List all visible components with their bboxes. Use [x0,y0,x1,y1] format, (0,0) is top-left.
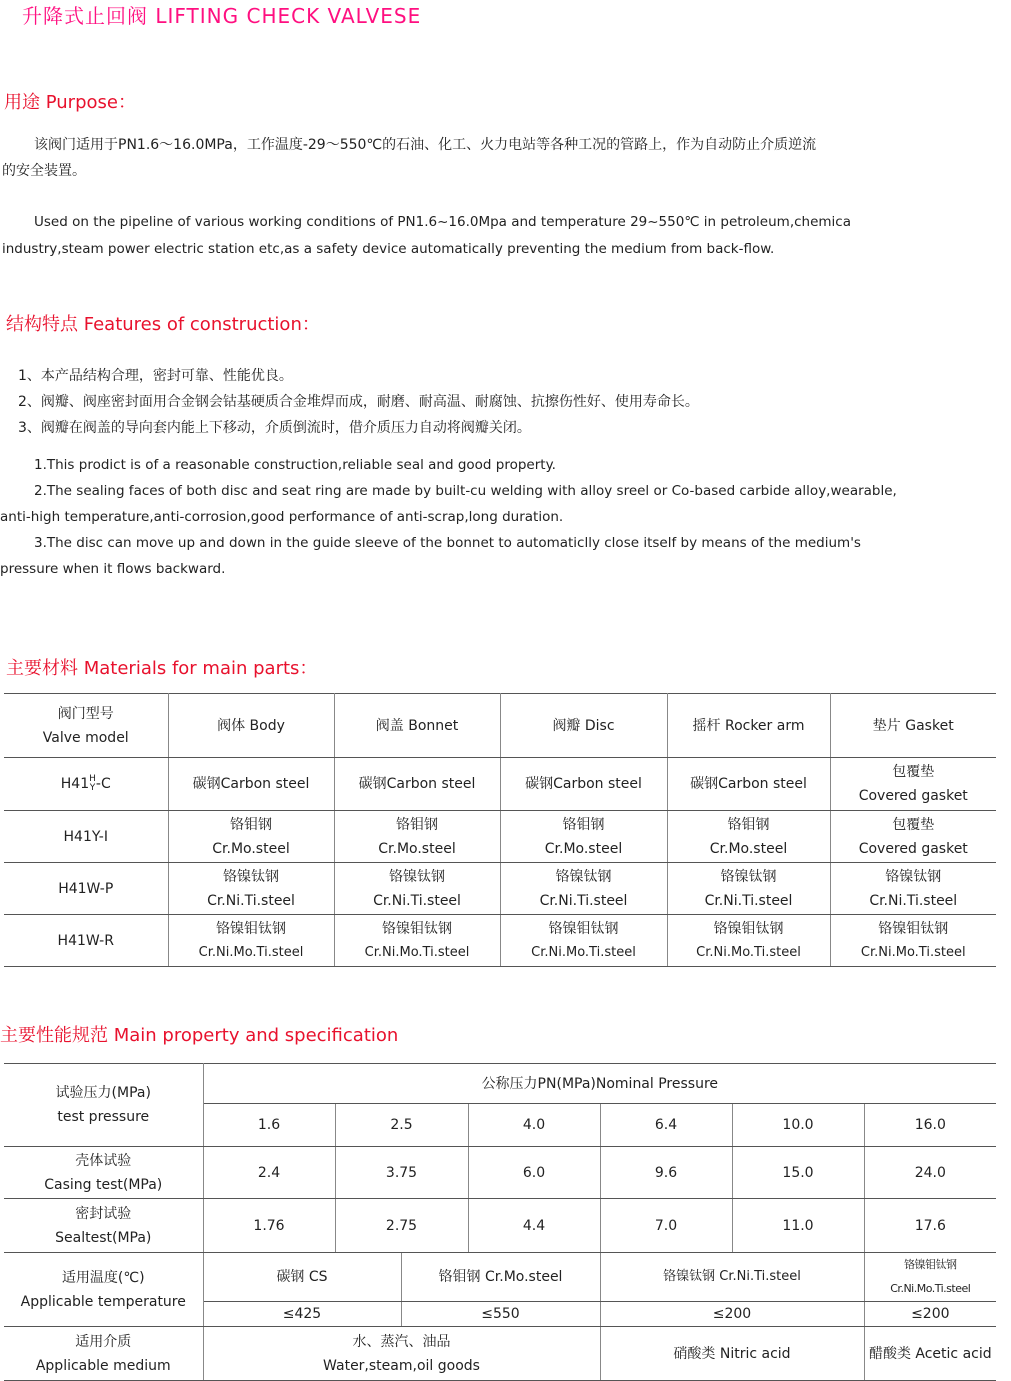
applicable-medium-label: 适用介质 Applicable medium [4,1327,203,1381]
bonnet-material-cell: 铬镍钛钢 Cr.Ni.Ti.steel [334,863,500,915]
temp-value-cell: ≤550 [401,1302,600,1327]
temp-value-cell: ≤425 [203,1302,401,1327]
valve-model-header: 阀门型号 Valve model [4,694,168,758]
casing-test-row [4,1147,996,1199]
purpose-en-line1: Used on the pipeline of various working conditions of PN1.6~16.0Mpa and temperature 29~550℃ in petroleum,chemica [34,214,851,230]
valve-model-cell: H41W-R [4,915,168,967]
spec-heading: 主要性能规范 Main property and specification [0,1025,399,1046]
rocker-header: 摇杆 Rocker arm [667,694,830,758]
rocker-material-cell: 碳钢Carbon steel [667,758,830,811]
materials-header-row [4,694,996,758]
features-heading: 结构特点 Features of construction： [6,314,320,335]
features-en-2b: anti-high temperature,anti-corrosion,good performance of anti-scrap,long duration. [0,509,564,525]
test-pressure-header: 试验压力(MPa) test pressure [4,1064,203,1147]
casing-cell: 24.0 [864,1147,996,1199]
temperature-material-row [4,1253,996,1302]
casing-cell: 9.6 [600,1147,732,1199]
purpose-cn-line1: 该阀门适用于PN1.6～16.0MPa，工作温度-29～550℃的石油、化工、火力电站等各种工况的管路上，作为自动防止介质逆流 [34,137,817,153]
casing-cell: 15.0 [732,1147,864,1199]
seal-test-label: 密封试验 Sealtest(MPa) [4,1199,203,1253]
gasket-material-cell: 包覆垫 Covered gasket [830,758,996,811]
body-material-cell: 铬钼钢 Cr.Mo.steel [168,811,334,863]
purpose-cn-line2: 的安全装置。 [2,163,86,179]
pn-cell: 1.6 [203,1104,335,1147]
disc-material-cell: 铬镍钛钢 Cr.Ni.Ti.steel [500,863,667,915]
seal-cell: 2.75 [335,1199,468,1253]
casing-cell: 3.75 [335,1147,468,1199]
valve-model-cell: H41W-P [4,863,168,915]
seal-cell: 1.76 [203,1199,335,1253]
temp-material-cell: 碳钢 CS [203,1253,401,1302]
features-cn-2: 2、阀瓣、阀座密封面用合金钢会钴基硬质合金堆焊而成，耐磨、耐高温、耐腐蚀、抗擦伤性好、使用寿命长。 [18,394,699,410]
gasket-material-cell: 包覆垫 Covered gasket [830,811,996,863]
features-en-3a: 3.The disc can move up and down in the guide sleeve of the bonnet to automaticlly close itself by means of the medium's [34,535,861,551]
spec-table [4,1063,996,1381]
table-row [4,915,996,967]
features-en-2a: 2.The sealing faces of both disc and seat ring are made by built-cu welding with alloy sreel or Co-based carbide alloy,wearable, [34,483,897,499]
purpose-en-line2: industry,steam power electric station etc,as a safety device automatically preventing the medium from back-flow. [2,241,775,257]
table-row [4,863,996,915]
disc-material-cell: 铬钼钢 Cr.Mo.steel [500,811,667,863]
rocker-material-cell: 铬钼钢 Cr.Mo.steel [667,811,830,863]
bonnet-material-cell: 碳钢Carbon steel [334,758,500,811]
bonnet-material-cell: 铬钼钢 Cr.Mo.steel [334,811,500,863]
page-title: 升降式止回阀 LIFTING CHECK VALVESE [22,4,422,28]
features-cn-1: 1、本产品结构合理，密封可靠、性能优良。 [18,368,293,384]
rocker-material-cell: 铬镍钼钛钢 Cr.Ni.Mo.Ti.steel [667,915,830,967]
rocker-material-cell: 铬镍钛钢 Cr.Ni.Ti.steel [667,863,830,915]
body-header: 阀体 Body [168,694,334,758]
bonnet-material-cell: 铬镍钼钛钢 Cr.Ni.Mo.Ti.steel [334,915,500,967]
disc-header: 阀瓣 Disc [500,694,667,758]
body-material-cell: 铬镍钼钛钢 Cr.Ni.Mo.Ti.steel [168,915,334,967]
casing-cell: 2.4 [203,1147,335,1199]
gasket-material-cell: 铬镍钼钛钢 Cr.Ni.Mo.Ti.steel [830,915,996,967]
pn-cell: 6.4 [600,1104,732,1147]
pn-cell: 4.0 [468,1104,600,1147]
body-material-cell: 碳钢Carbon steel [168,758,334,811]
valve-model-cell: H41Y-I [4,811,168,863]
features-en-3b: pressure when it flows backward. [0,561,226,577]
table-row [4,811,996,863]
medium-cell: 水、蒸汽、油品 Water,steam,oil goods [203,1327,600,1381]
materials-table [4,693,996,967]
nominal-pressure-header: 公称压力PN(MPa)Nominal Pressure [203,1064,996,1104]
temp-material-cell: 铬钼钢 Cr.Mo.steel [401,1253,600,1302]
disc-material-cell: 铬镍钼钛钢 Cr.Ni.Mo.Ti.steel [500,915,667,967]
disc-material-cell: 碳钢Carbon steel [500,758,667,811]
bonnet-header: 阀盖 Bonnet [334,694,500,758]
table-row [4,758,996,811]
temp-material-cell: 铬镍钼钛钢 Cr.Ni.Mo.Ti.steel [864,1253,996,1302]
features-cn-3: 3、阀瓣在阀盖的导向套内能上下移动，介质倒流时，借介质压力自动将阀瓣关闭。 [18,420,531,436]
features-en-1: 1.This prodict is of a reasonable construction,reliable seal and good property. [34,457,556,473]
seal-test-row [4,1199,996,1253]
seal-cell: 7.0 [600,1199,732,1253]
seal-cell: 4.4 [468,1199,600,1253]
pn-cell: 10.0 [732,1104,864,1147]
materials-heading: 主要材料 Materials for main parts： [6,658,318,679]
casing-cell: 6.0 [468,1147,600,1199]
spec-header-row [4,1064,996,1104]
medium-cell: 醋酸类 Acetic acid [864,1327,996,1381]
casing-test-label: 壳体试验 Casing test(MPa) [4,1147,203,1199]
gasket-header: 垫片 Gasket [830,694,996,758]
pn-cell: 2.5 [335,1104,468,1147]
temp-value-cell: ≤200 [864,1302,996,1327]
seal-cell: 11.0 [732,1199,864,1253]
valve-model-cell: H41 H Y -C [4,758,168,811]
gasket-material-cell: 铬镍钛钢 Cr.Ni.Ti.steel [830,863,996,915]
medium-row [4,1327,996,1381]
body-material-cell: 铬镍钛钢 Cr.Ni.Ti.steel [168,863,334,915]
purpose-heading: 用途 Purpose： [4,92,136,113]
applicable-temperature-label: 适用温度(℃) Applicable temperature [4,1253,203,1327]
pn-cell: 16.0 [864,1104,996,1147]
seal-cell: 17.6 [864,1199,996,1253]
temp-material-cell: 铬镍钛钢 Cr.Ni.Ti.steel [600,1253,864,1302]
temp-value-cell: ≤200 [600,1302,864,1327]
medium-cell: 硝酸类 Nitric acid [600,1327,864,1381]
